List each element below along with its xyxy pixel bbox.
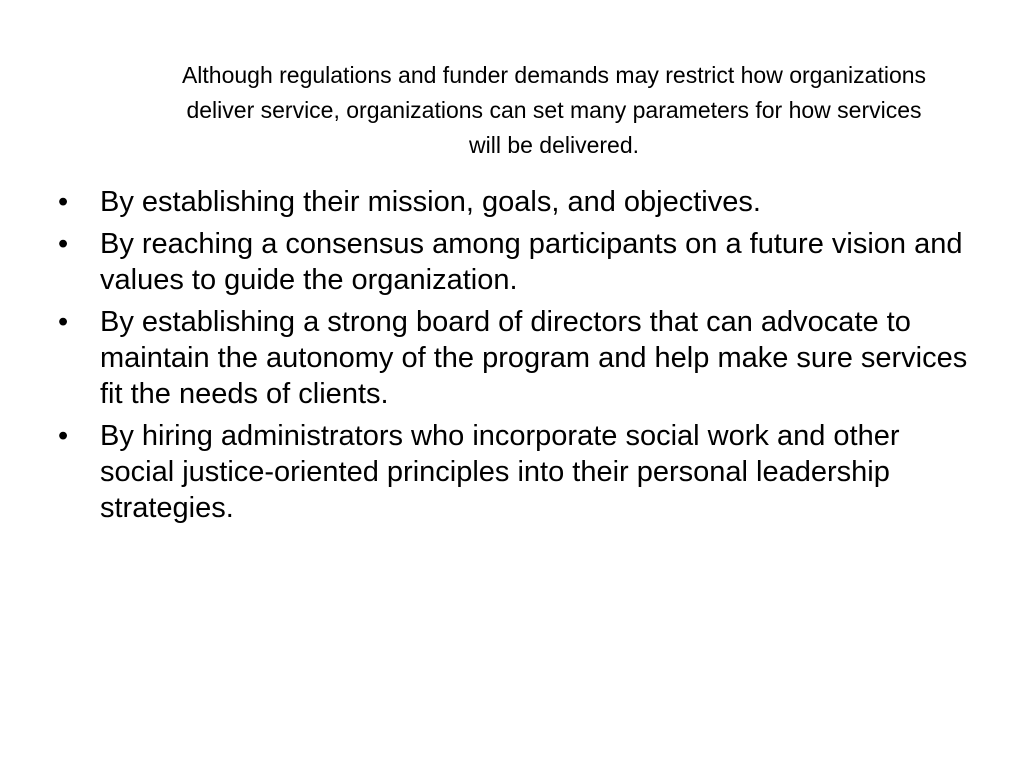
bullet-item-board xyxy=(58,304,968,412)
bullet-marker: • xyxy=(58,306,69,338)
bullet-item-administrators xyxy=(58,418,968,526)
bullet-list xyxy=(58,184,968,532)
bullet-item-mission xyxy=(58,184,968,220)
bullet-marker: • xyxy=(58,228,69,260)
bullet-text: By establishing a strong board of directors that can advocate to maintain the autonomy of the program and help make sure services fit the needs of clients. xyxy=(100,306,968,410)
bullet-text: By reaching a consensus among participants on a future vision and values to guide the organization. xyxy=(100,228,963,296)
slide-title: Although regulations and funder demands may restrict how organizations deliver service, organizations can set many parameters for how services will be delivered. xyxy=(181,62,927,158)
bullet-marker: • xyxy=(58,186,69,218)
bullet-text: By establishing their mission, goals, and objectives. xyxy=(100,186,761,218)
bullet-marker: • xyxy=(58,420,69,452)
bullet-item-consensus xyxy=(58,226,968,298)
bullet-text: By hiring administrators who incorporate social work and other social justice-oriented principles into their personal leadership strategies. xyxy=(100,420,900,524)
